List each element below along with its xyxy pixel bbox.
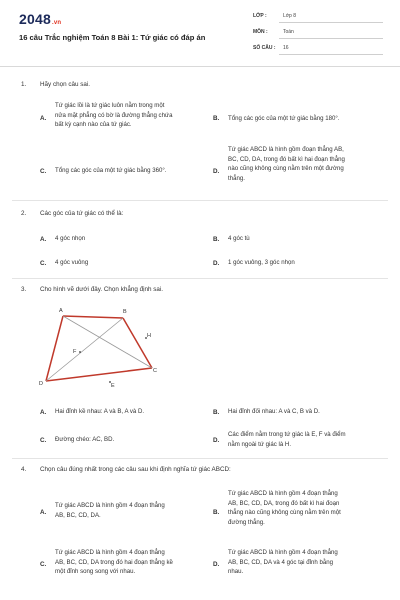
- option-line: Hai đỉnh đối nhau: A và C, B và D.: [228, 408, 320, 415]
- question-divider: [12, 200, 388, 201]
- option-letter: A.: [40, 115, 47, 122]
- site-logo[interactable]: [19, 11, 61, 27]
- option-a[interactable]: [55, 501, 165, 520]
- option-letter: B.: [213, 236, 220, 243]
- option-b[interactable]: [228, 489, 341, 527]
- meta-class-value: Lớp 8: [283, 13, 297, 19]
- meta-class-key: LỚP :: [253, 13, 267, 19]
- label-d: D: [39, 381, 43, 387]
- option-line: AB, BC, CD, DA, trong đó bất kì hai đoạn: [228, 499, 340, 507]
- option-c[interactable]: [55, 435, 114, 445]
- option-line: Đường chéo: AC, BD.: [55, 436, 115, 443]
- option-line: thẳng.: [228, 174, 245, 182]
- option-line: nửa mặt phẳng có bờ là đường thẳng chứa: [55, 111, 173, 119]
- option-letter: B.: [213, 509, 220, 516]
- option-letter: B.: [213, 115, 220, 122]
- header: [0, 0, 400, 67]
- option-line: 1 góc vuông, 3 góc nhọn: [228, 259, 295, 266]
- option-line: Tổng các góc của một tứ giác bằng 180°.: [228, 115, 340, 122]
- logo-tld: .vn: [51, 20, 62, 26]
- option-letter: B.: [213, 409, 220, 416]
- option-a[interactable]: [55, 234, 85, 244]
- option-letter: C.: [40, 561, 47, 568]
- question-number: 1.: [21, 81, 27, 88]
- diagonal-ac: [63, 316, 152, 368]
- question-text: Hãy chọn câu sai.: [40, 81, 91, 88]
- option-d[interactable]: [228, 430, 346, 449]
- meta-divider: [279, 38, 383, 39]
- question-text: Cho hình vẽ dưới đây. Chọn khẳng định sai.: [40, 286, 164, 293]
- option-d[interactable]: [228, 145, 345, 183]
- option-line: 4 góc tù: [228, 235, 250, 242]
- option-line: nhau.: [228, 568, 244, 576]
- option-a[interactable]: [55, 407, 144, 417]
- option-letter: D.: [213, 260, 220, 267]
- option-letter: D.: [213, 168, 220, 175]
- option-line: Tứ giác ABCD là hình gồm đoạn thẳng AB,: [228, 146, 344, 153]
- question-number: 2.: [21, 210, 27, 217]
- option-line: AB, BC, CD, DA.: [55, 511, 101, 519]
- option-b[interactable]: [228, 407, 320, 417]
- quadrilateral-figure: [30, 300, 170, 400]
- option-line: BC, CD, DA, trong đó bất kì hai đoạn thẳng: [228, 155, 345, 163]
- option-line: thẳng nào cũng không cùng nằm trên một: [228, 509, 341, 517]
- question-text: Chọn câu đúng nhất trong các câu sau khi định nghĩa tứ giác ABCD:: [40, 466, 231, 473]
- label-e: E: [111, 383, 115, 389]
- side-da: [46, 316, 63, 381]
- option-line: Các điểm nằm trong tứ giác là E, F và điểm: [228, 431, 346, 438]
- option-line: Tổng các góc của một tứ giác bằng 360°.: [55, 167, 167, 174]
- option-line: bất kỳ cạnh nào của tứ giác.: [55, 121, 132, 129]
- label-h: H: [147, 333, 151, 339]
- option-letter: A.: [40, 509, 47, 516]
- option-line: Hai đỉnh kề nhau: A và B, A và D.: [55, 408, 145, 415]
- diagonal-bd: [46, 318, 123, 381]
- side-ab: [63, 316, 123, 318]
- option-letter: D.: [213, 437, 220, 444]
- logo-main: 2048: [19, 11, 51, 27]
- option-d[interactable]: [228, 258, 295, 268]
- option-letter: A.: [40, 409, 47, 416]
- option-letter: C.: [40, 168, 47, 175]
- label-a: A: [59, 308, 63, 314]
- option-line: Tứ giác ABCD là hình gồm 4 đoạn thẳng: [228, 549, 338, 556]
- option-line: Tứ giác ABCD là hình gồm 4 đoạn thẳng: [55, 502, 165, 509]
- option-letter: D.: [213, 561, 220, 568]
- meta-count-value: 16: [283, 45, 289, 51]
- question-divider: [12, 278, 388, 279]
- meta-count-key: SỐ CÂU :: [253, 45, 276, 51]
- option-c[interactable]: [55, 166, 167, 176]
- question-number: 4.: [21, 466, 27, 473]
- option-line: Tứ giác ABCD là hình gồm 4 đoạn thẳng: [55, 549, 165, 556]
- meta-divider: [279, 22, 383, 23]
- option-line: nào cũng không cùng nằm trên một đường: [228, 165, 344, 173]
- option-letter: C.: [40, 260, 47, 267]
- option-line: một đỉnh song song với nhau.: [55, 568, 136, 576]
- label-b: B: [123, 309, 127, 315]
- question-divider: [12, 458, 388, 459]
- option-line: 4 góc nhọn: [55, 235, 86, 242]
- option-line: nằm ngoài tứ giác là H.: [228, 440, 292, 448]
- option-a[interactable]: [55, 101, 172, 130]
- option-line: Tứ giác ABCD là hình gồm 4 đoạn thẳng: [228, 490, 338, 497]
- option-c[interactable]: [55, 548, 173, 577]
- option-line: 4 góc vuông: [55, 259, 89, 266]
- meta-divider: [279, 54, 383, 55]
- question-text: Các góc của tứ giác có thể là:: [40, 210, 124, 217]
- side-cd: [46, 368, 152, 381]
- diagonals: [46, 316, 152, 381]
- page-title: 16 câu Trắc nghiệm Toán 8 Bài 1: Tứ giác có đáp án: [19, 33, 206, 42]
- side-bc: [123, 318, 152, 368]
- option-b[interactable]: [228, 234, 250, 244]
- label-f: F: [73, 349, 77, 355]
- option-b[interactable]: [228, 114, 340, 124]
- option-letter: C.: [40, 437, 47, 444]
- option-line: AB, BC, CD, DA và 4 góc tại đỉnh bằng: [228, 558, 334, 566]
- option-c[interactable]: [55, 258, 88, 268]
- meta-subject-value: Toán: [283, 29, 294, 35]
- quadrilateral-sides: [46, 316, 152, 381]
- label-c: C: [153, 368, 157, 374]
- option-line: AB, BC, CD, DA trong đó hai đoạn thẳng kề: [55, 558, 173, 566]
- point-f: [79, 351, 81, 353]
- meta-subject-key: MÔN :: [253, 29, 268, 35]
- question-number: 3.: [21, 286, 27, 293]
- option-line: Tứ giác lồi là tứ giác luôn nằm trong một: [55, 102, 165, 109]
- option-d[interactable]: [228, 548, 338, 577]
- option-line: đường thẳng.: [228, 518, 265, 526]
- option-letter: A.: [40, 236, 47, 243]
